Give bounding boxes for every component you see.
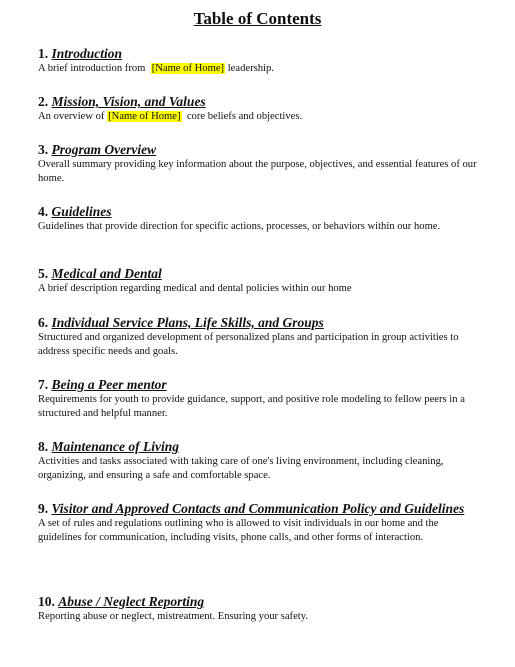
toc-description: A brief description regarding medical and dental policies within our home — [38, 283, 352, 294]
toc-entry-mission — [38, 93, 478, 124]
toc-description: Guidelines that provide direction for specific actions, processes, or behaviors within our home. — [38, 221, 441, 232]
toc-description: A set of rules and regulations outlining who is allowed to visit individuals in our home and the guidelines for communication, including visits, phone calls, and other forms of interaction. — [38, 518, 439, 543]
toc-number: 4. — [38, 204, 49, 219]
toc-number: 6. — [38, 315, 49, 330]
toc-heading — [38, 203, 478, 220]
toc-entry-program-overview — [38, 141, 478, 185]
toc-link-mission[interactable]: Mission, Vision, and Values — [51, 94, 206, 109]
toc-link-medical-dental[interactable]: Medical and Dental — [51, 266, 162, 281]
toc-description: Activities and tasks associated with taking care of one's living environment, including cleaning, organizing, and ensuring a safe and comfortable space. — [38, 456, 444, 481]
toc-number: 10. — [38, 594, 55, 609]
toc-entry-maintenance — [38, 438, 478, 482]
highlighted-placeholder: [Name of Home] — [108, 111, 181, 122]
toc-number: 8. — [38, 439, 49, 454]
toc-heading — [38, 314, 478, 331]
toc-entry-visitor-policy — [38, 500, 478, 544]
highlighted-placeholder: [Name of Home] — [151, 63, 225, 74]
toc-link-guidelines[interactable]: Guidelines — [51, 204, 112, 219]
toc-entry-service-plans — [38, 314, 478, 358]
desc-text-before: A brief introduction from — [38, 63, 146, 74]
toc-entry-medical-dental — [38, 265, 478, 296]
toc-entry-abuse-reporting — [38, 593, 478, 624]
desc-text-after: core beliefs and objectives. — [186, 111, 303, 122]
toc-link-introduction[interactable]: Introduction — [51, 46, 123, 61]
desc-text-after: leadership. — [227, 63, 274, 74]
toc-number: 9. — [38, 501, 49, 516]
toc-heading — [38, 93, 478, 110]
toc-description: Structured and organized development of personalized plans and participation in group activities to address specific needs and goals. — [38, 332, 459, 357]
toc-link-program-overview[interactable]: Program Overview — [51, 142, 157, 157]
toc-description: Reporting abuse or neglect, mistreatment. Ensuring your safety. — [38, 611, 308, 622]
toc-link-abuse-reporting[interactable]: Abuse / Neglect Reporting — [58, 594, 205, 609]
toc-heading — [38, 265, 478, 282]
toc-number: 5. — [38, 266, 49, 281]
page-title: Table of Contents — [193, 9, 322, 28]
toc-link-service-plans[interactable]: Individual Service Plans, Life Skills, and Groups — [51, 315, 324, 330]
toc-heading — [38, 141, 478, 158]
toc-heading — [38, 45, 478, 62]
toc-entry-introduction — [38, 45, 478, 76]
toc-heading — [38, 593, 478, 610]
toc-number: 7. — [38, 377, 49, 392]
toc-entry-guidelines — [38, 203, 478, 234]
toc-description — [38, 110, 478, 124]
toc-heading — [38, 376, 478, 393]
toc-heading — [38, 500, 478, 517]
toc-description: Overall summary providing key information about the purpose, objectives, and essential features of our home. — [38, 159, 477, 184]
toc-number: 2. — [38, 94, 49, 109]
toc-number: 1. — [38, 46, 49, 61]
toc-link-visitor-policy[interactable]: Visitor and Approved Contacts and Communication Policy and Guidelines — [51, 501, 465, 516]
toc-heading — [38, 438, 478, 455]
toc-link-peer-mentor[interactable]: Being a Peer mentor — [51, 377, 167, 392]
toc-link-maintenance[interactable]: Maintenance of Living — [51, 439, 179, 454]
toc-entry-peer-mentor — [38, 376, 478, 420]
toc-description — [38, 62, 478, 76]
toc-number: 3. — [38, 142, 49, 157]
desc-text-before: An overview of — [38, 111, 105, 122]
toc-description: Requirements for youth to provide guidance, support, and positive role modeling to fellow peers in a structured and helpful manner. — [38, 394, 465, 419]
